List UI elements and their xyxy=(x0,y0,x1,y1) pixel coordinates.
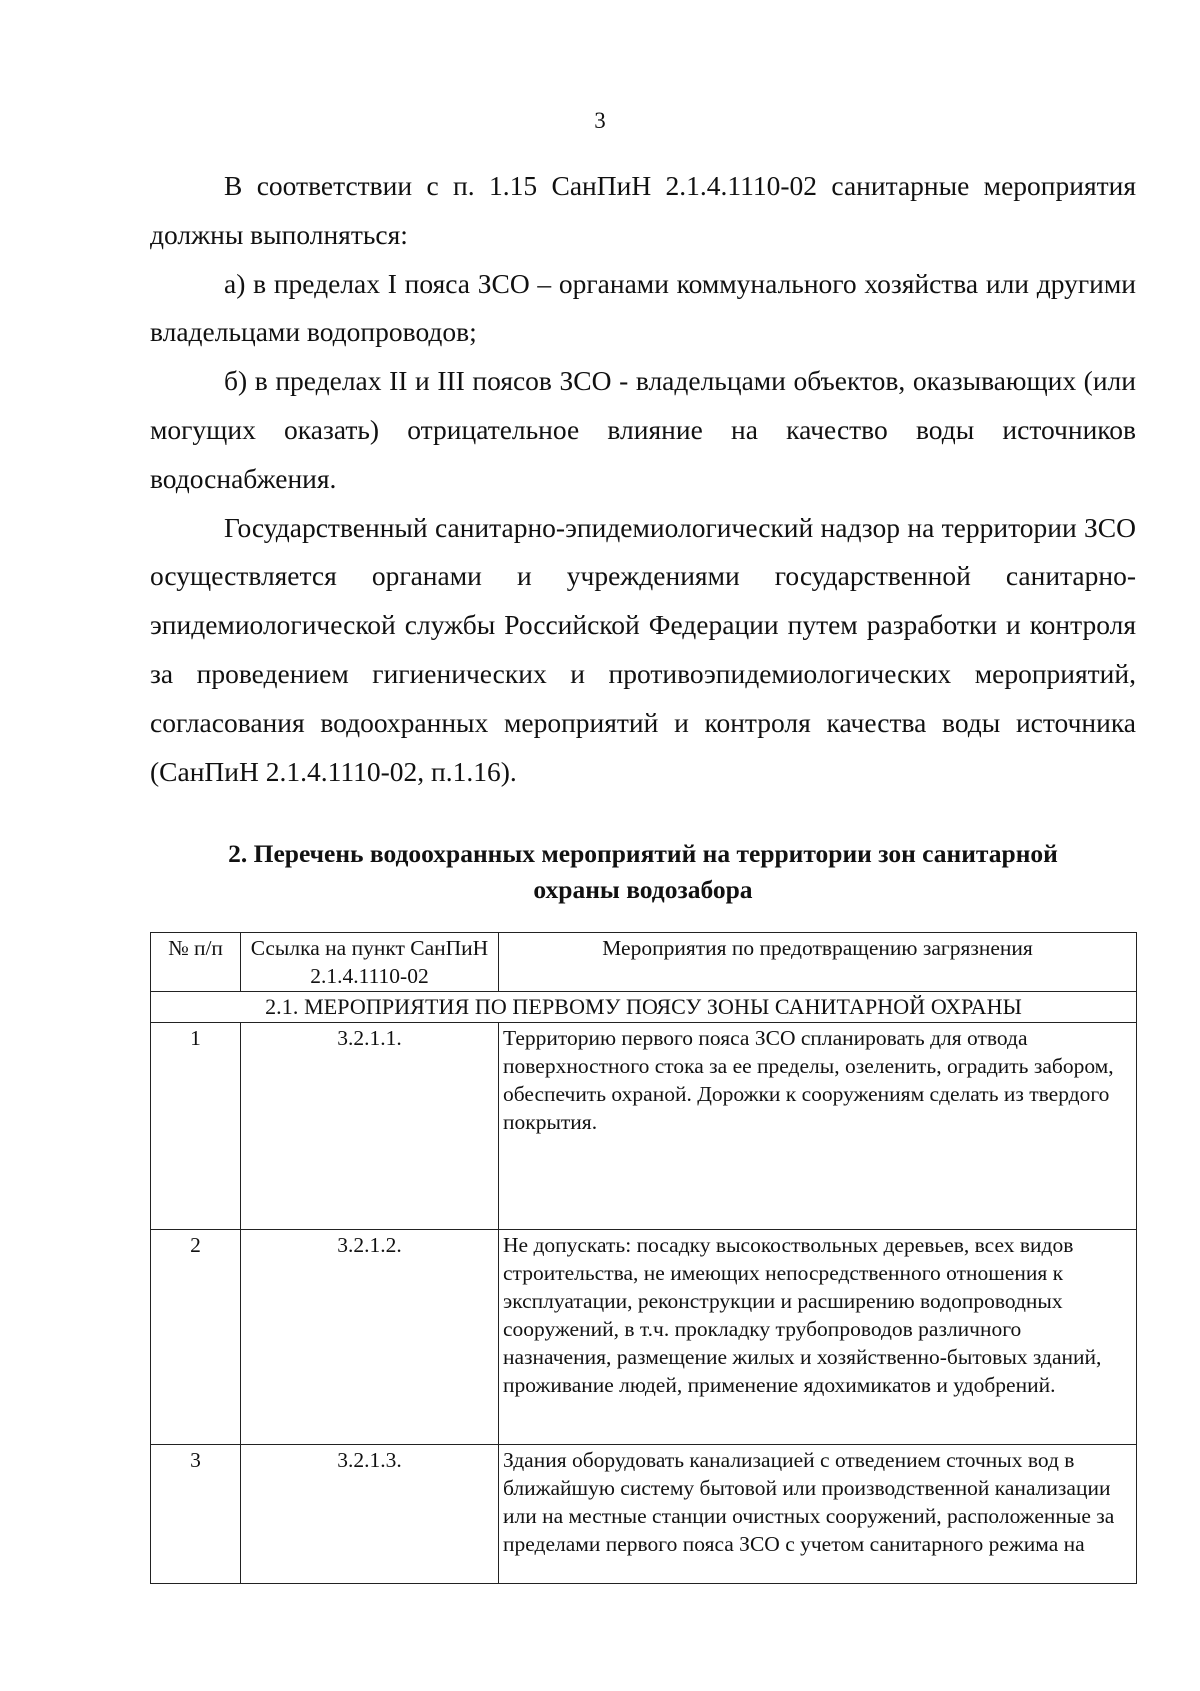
body-text xyxy=(150,162,1136,796)
paragraph: а) в пределах I пояса ЗСО – органами коммунального хозяйства или другими владельцами водопроводов; xyxy=(150,267,1136,348)
row-num: 2 xyxy=(151,1230,241,1445)
table-row xyxy=(151,1023,1137,1230)
row-num: 1 xyxy=(151,1023,241,1230)
section-title xyxy=(150,836,1136,908)
paragraph: б) в пределах II и III поясов ЗСО - владельцами объектов, оказывающих (или могущих оказать) отрицательное влияние на качество воды источников водоснабжения. xyxy=(150,365,1136,494)
header-num: № п/п xyxy=(151,933,241,992)
table-group-row xyxy=(151,992,1137,1023)
row-text: Территорию первого пояса ЗСО спланировать для отвода поверхностного стока за ее пределы, озеленить, оградить забором, обеспечить охраной. Дорожки к сооружениям сделать из твердого покрытия. xyxy=(499,1023,1137,1230)
row-text: Здания оборудовать канализацией с отведением сточных вод в ближайшую систему бытовой или производственной канализации или на местные станции очистных сооружений, расположенные за пределами первого пояса ЗСО с учетом санитарного режима на xyxy=(499,1445,1137,1584)
paragraph: Государственный санитарно-эпидемиологический надзор на территории ЗСО осуществляется органами и учреждениями государственной санитарно-эпидемиологической службы Российской Федерации путем разработки и контроля за проведением гигиенических и противоэпидемиологических мероприятий, согласования водоохранных мероприятий и контроля качества воды источника (СанПиН 2.1.4.1110-02, п.1.16). xyxy=(150,511,1136,787)
row-text: Не допускать: посадку высокоствольных деревьев, всех видов строительства, не имеющих непосредственного отношения к эксплуатации, реконструкции и расширению водопроводных сооружений, в т.ч. прокладку трубопроводов различного назначения, размещение жилых и хозяйственно-бытовых зданий, проживание людей, применение ядохимикатов и удобрений. xyxy=(499,1230,1137,1445)
header-ref: Ссылка на пункт СанПиН 2.1.4.1110-02 xyxy=(241,933,499,992)
group-title: 2.1. МЕРОПРИЯТИЯ ПО ПЕРВОМУ ПОЯСУ ЗОНЫ САНИТАРНОЙ ОХРАНЫ xyxy=(151,992,1137,1023)
section-title-line: охраны водозабора xyxy=(533,875,753,904)
header-text: Мероприятия по предотвращению загрязнения xyxy=(499,933,1137,992)
paragraph: В соответствии с п. 1.15 СанПиН 2.1.4.1110-02 санитарные мероприятия должны выполняться: xyxy=(150,170,1136,250)
row-ref: 3.2.1.2. xyxy=(241,1230,499,1445)
table-row xyxy=(151,1230,1137,1445)
page-number: 3 xyxy=(594,108,606,133)
table-header-row xyxy=(151,933,1137,992)
row-ref: 3.2.1.3. xyxy=(241,1445,499,1584)
table-row xyxy=(151,1445,1137,1584)
row-num: 3 xyxy=(151,1445,241,1584)
measures-table xyxy=(150,932,1137,1584)
row-ref: 3.2.1.1. xyxy=(241,1023,499,1230)
section-title-line: 2. Перечень водоохранных мероприятий на территории зон санитарной xyxy=(228,839,1058,868)
